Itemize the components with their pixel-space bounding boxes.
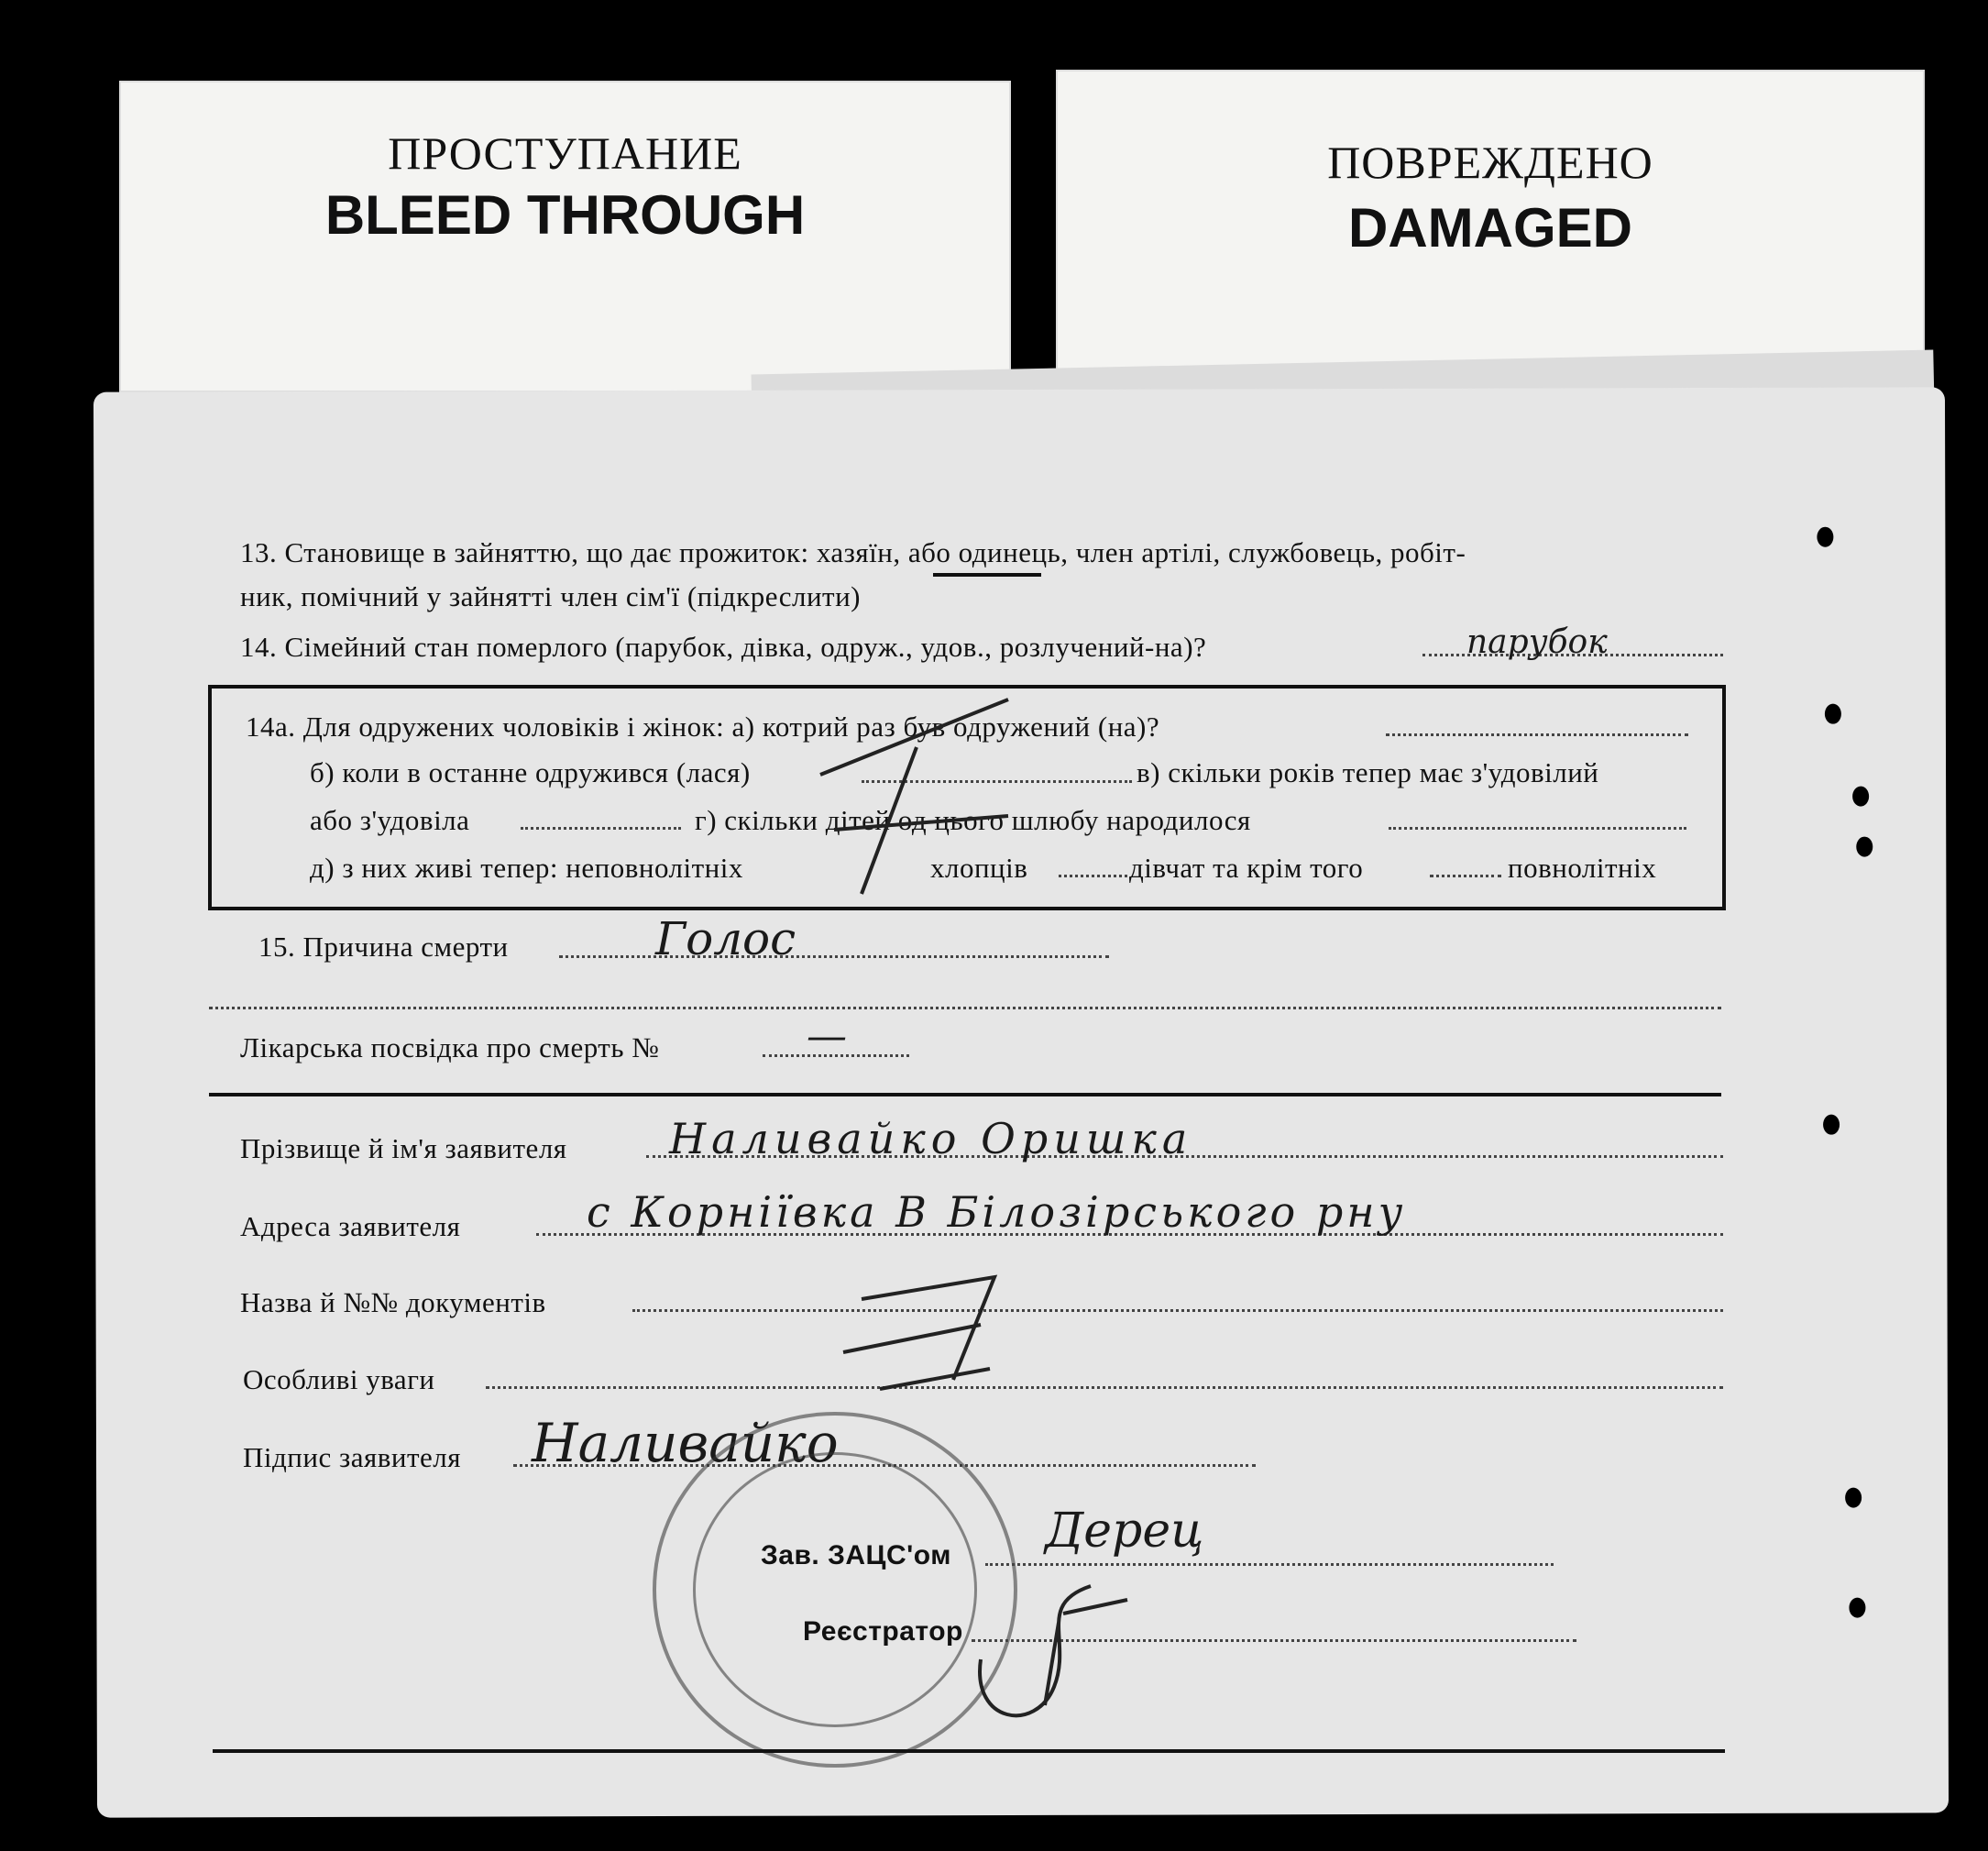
q13-text-line2: ник, помічний у зайнятті член сім'ї (підкреслити) bbox=[240, 580, 861, 612]
damaged-label-ru: ПОВРЕЖДЕНО bbox=[1327, 137, 1653, 188]
q14-answer: парубок bbox=[1466, 623, 1608, 661]
registry-head-label: Зав. ЗАЦС'ом bbox=[761, 1540, 951, 1570]
bleed-through-label-en: BLEED THROUGH bbox=[324, 184, 806, 246]
damaged-label-card bbox=[1056, 70, 1925, 381]
remarks-field bbox=[486, 1386, 1723, 1389]
q14a-line1: 14а. Для одружених чоловіків і жінок: а) котрий раз був одружений (на)? bbox=[246, 711, 1160, 743]
section-divider bbox=[209, 1093, 1721, 1096]
q14a-line4-part4: повнолітніх bbox=[1508, 852, 1657, 884]
q14-label: 14. Сімейний стан померлого (парубок, дівка, одруж., удов., розлучений-на)? bbox=[240, 631, 1207, 663]
applicant-name-label: Прізвище й ім'я заявителя bbox=[240, 1132, 567, 1164]
binding-hole bbox=[1817, 527, 1833, 547]
q14a-crossout-mark bbox=[797, 692, 1036, 903]
binding-hole bbox=[1825, 704, 1841, 724]
q15-extra-line bbox=[209, 1007, 1721, 1009]
q15-label: 15. Причина смерти bbox=[258, 931, 509, 963]
applicant-signature-label: Підпис заявителя bbox=[243, 1441, 461, 1473]
q14a-line4-part2: хлопців bbox=[930, 852, 1028, 884]
documents-label: Назва й №№ документів bbox=[240, 1286, 546, 1318]
binding-hole bbox=[1856, 837, 1873, 857]
remarks-label: Особливі уваги bbox=[243, 1363, 435, 1395]
binding-hole bbox=[1852, 787, 1869, 807]
q15-answer: Голос bbox=[655, 912, 796, 965]
q15-answer-line bbox=[559, 955, 1109, 958]
q14a-line1-field bbox=[1386, 733, 1688, 736]
registrar-signature-mark bbox=[953, 1549, 1155, 1733]
q14a-line3-field bbox=[521, 827, 681, 830]
medical-certificate-answer: — bbox=[807, 1013, 847, 1060]
q14a-line3-part2: г) скільки дітей од цього шлюбу народилося bbox=[695, 804, 1251, 836]
documents-crossout-mark bbox=[807, 1270, 1036, 1435]
q14a-line4-field bbox=[1059, 875, 1127, 877]
binding-hole bbox=[1823, 1115, 1840, 1135]
applicant-signature: Наливайко bbox=[532, 1412, 839, 1474]
q14a-line3-part1: або з'удовіла bbox=[310, 804, 470, 836]
q14a-line4-field2 bbox=[1430, 875, 1501, 877]
q13-text-line1: 13. Становище в зайняттю, що дає прожиток: хазяїн, або одинець, член артілі, службовець, робіт- bbox=[240, 536, 1466, 568]
official-stamp-inner-ring bbox=[693, 1452, 977, 1727]
bottom-rule bbox=[213, 1749, 1725, 1753]
binding-hole bbox=[1849, 1598, 1865, 1618]
q14a-line2-part1: б) коли в останне одружився (лася) bbox=[310, 756, 751, 788]
applicant-name-answer: Наливайко Оришка bbox=[669, 1114, 1193, 1163]
q13-underline bbox=[933, 573, 1041, 577]
q14a-line2-part2: в) скільки років тепер має з'удовілий bbox=[1137, 756, 1599, 788]
q14a-line4-part1: д) з них живі тепер: неповнолітніх bbox=[310, 852, 743, 884]
registrar-label: Реєстратор bbox=[803, 1616, 963, 1647]
registry-head-signature: Дерец bbox=[1045, 1504, 1204, 1559]
damaged-label-en: DAMAGED bbox=[1348, 197, 1632, 259]
q14a-line4-part3: дівчат та крім того bbox=[1129, 852, 1364, 884]
medical-certificate-label: Лікарська посвідка про смерть № bbox=[240, 1031, 660, 1063]
binding-hole bbox=[1845, 1488, 1862, 1508]
q14a-line3-field2 bbox=[1389, 827, 1686, 830]
bleed-through-label-ru: ПРОСТУПАНИЕ bbox=[388, 127, 742, 179]
bleed-through-label-card bbox=[119, 81, 1011, 392]
applicant-address-answer: с Корніївка В Білозірського рну bbox=[587, 1187, 1407, 1237]
applicant-address-label: Адреса заявителя bbox=[240, 1210, 461, 1242]
documents-field bbox=[632, 1309, 1723, 1312]
